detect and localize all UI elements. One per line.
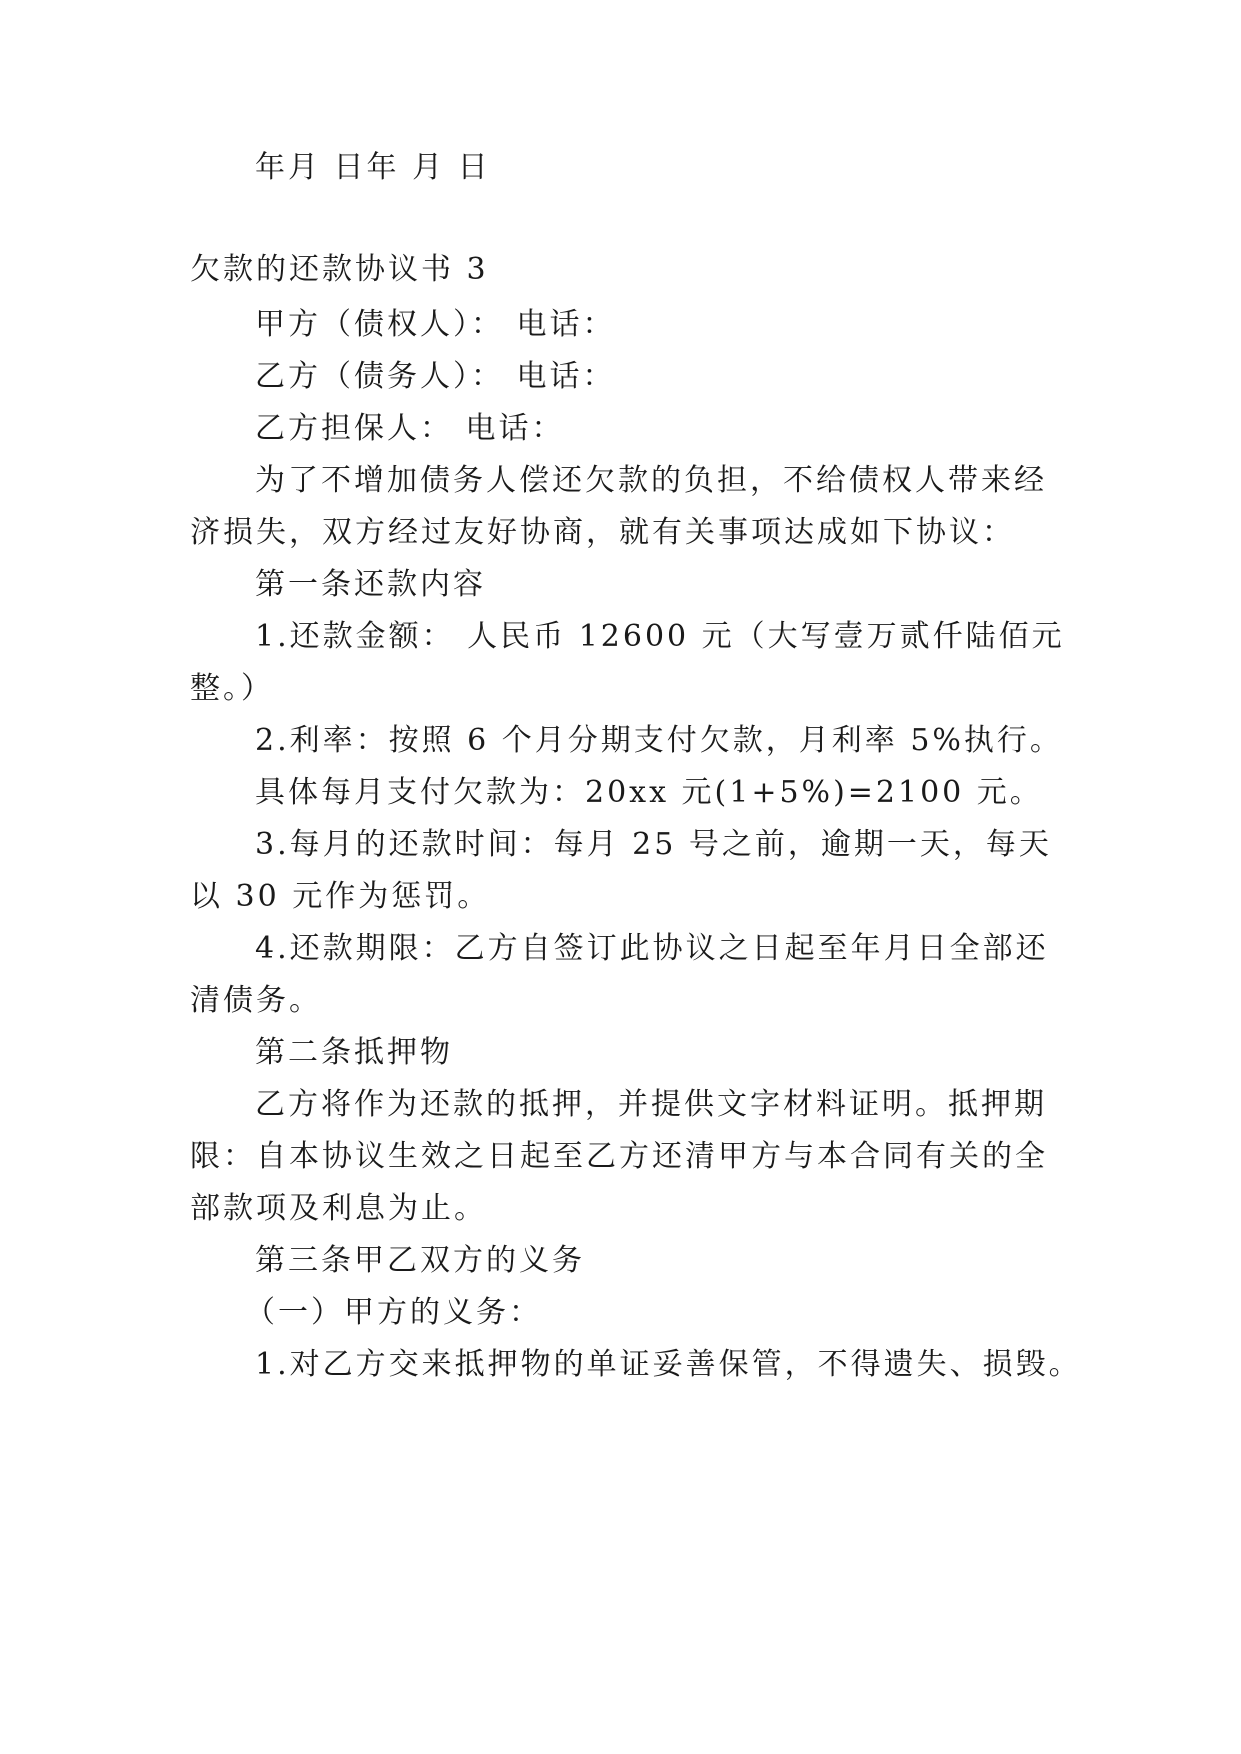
party-a-line: 甲方（债权人）： 电话：: [255, 307, 616, 342]
article-3-heading: 第三条甲乙双方的义务: [255, 1243, 585, 1278]
item-3-line-1: 3.每月的还款时间：每月 25 号之前，逾期一天，每天: [255, 827, 1052, 862]
document-title: 欠款的还款协议书 3: [190, 252, 489, 287]
item-2-line-2: 具体每月支付欠款为：20xx 元(1+5%)=2100 元。: [255, 775, 1043, 810]
item-1-line-2: 整。）: [190, 671, 274, 706]
date-line: 年月 日年 月 日: [255, 150, 491, 185]
item-2-line-1: 2.利率：按照 6 个月分期支付欠款，月利率 5%执行。: [255, 723, 1063, 758]
item-1-line-1: 1.还款金额： 人民币 12600 元（大写壹万贰仟陆佰元: [255, 619, 1065, 654]
item-4-line-1: 4.还款期限：乙方自签订此协议之日起至年月日全部还: [255, 931, 1049, 966]
party-b-line: 乙方（债务人）： 电话：: [255, 359, 616, 394]
subsection-1-heading: （一）甲方的义务：: [245, 1295, 542, 1330]
subsection-1-item-1: 1.对乙方交来抵押物的单证妥善保管，不得遗失、损毁。: [255, 1347, 1082, 1382]
article-2-paragraph-line-1: 乙方将作为还款的抵押，并提供文字材料证明。抵押期: [255, 1087, 1047, 1122]
article-2-heading: 第二条抵押物: [255, 1035, 453, 1070]
intro-paragraph-line-2: 济损失，双方经过友好协商，就有关事项达成如下协议：: [190, 515, 1015, 550]
item-3-line-2: 以 30 元作为惩罚。: [190, 879, 491, 914]
article-2-paragraph-line-2: 限：自本协议生效之日起至乙方还清甲方与本合同有关的全: [190, 1139, 1048, 1174]
intro-paragraph-line-1: 为了不增加债务人偿还欠款的负担，不给债权人带来经: [255, 463, 1047, 498]
item-4-line-2: 清债务。: [190, 983, 322, 1018]
article-2-paragraph-line-3: 部款项及利息为止。: [190, 1191, 487, 1226]
guarantor-line: 乙方担保人： 电话：: [255, 411, 565, 446]
article-1-heading: 第一条还款内容: [255, 567, 486, 602]
